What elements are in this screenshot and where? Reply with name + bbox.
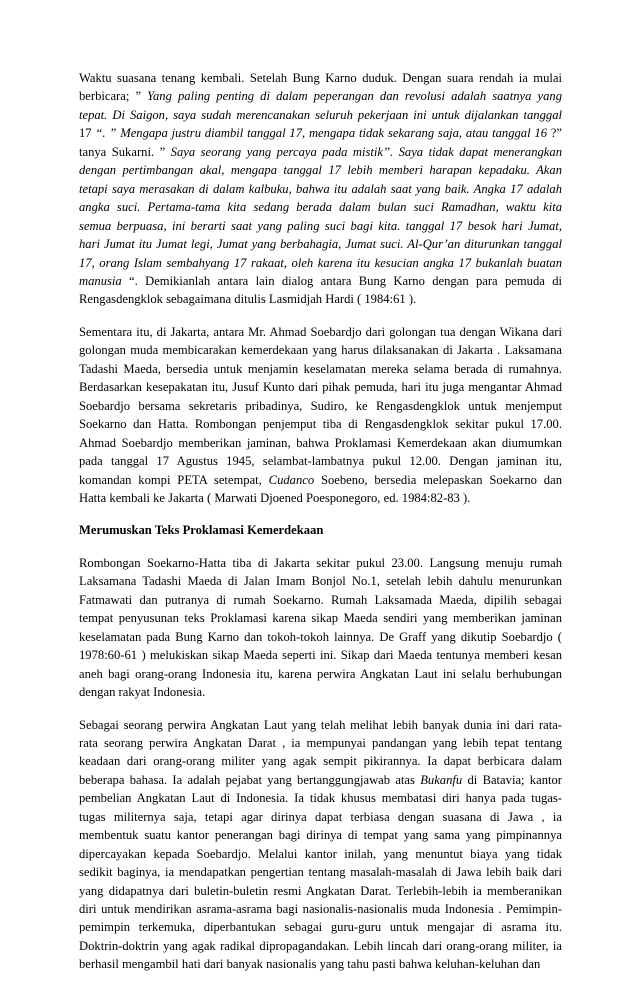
text-line bbox=[79, 360, 562, 378]
text-line bbox=[79, 628, 562, 646]
text-line bbox=[79, 572, 562, 590]
text-line bbox=[79, 918, 562, 936]
text-line bbox=[79, 591, 562, 609]
text-line bbox=[79, 554, 562, 572]
italic-text: semua berpuasa, ini berarti saat yang paling suci bagi kita. tanggal 17 besok hari Jumat, bbox=[79, 218, 562, 233]
text-run: Sementara itu, di Jakarta, antara Mr. Ahmad Soebardjo dari golongan tua dengan Wikana dari bbox=[79, 324, 562, 339]
text-run: Soebeno, bersedia melepaskan Soekarno dan bbox=[314, 472, 562, 487]
text-run: pembelian Angkatan Laut di Indonesia. Ia tidak khusus membatasi diri hanya pada tugas- bbox=[79, 791, 562, 806]
italic-text: “. ” Mengapa justru diambil tanggal 17, mengapa tidak sekarang saja, atau tanggal 16 bbox=[95, 126, 551, 141]
text-line bbox=[79, 161, 562, 179]
text-run: Waktu suasana tenang kembali. Setelah Bung Karno duduk. Dengan suara rendah ia mulai bbox=[79, 71, 562, 85]
italic-text: manusia bbox=[79, 273, 122, 288]
text-run: “. Demikianlah antara lain dialog antara Bung Karno dengan para pemuda di bbox=[121, 273, 562, 288]
italic-text: Saya seorang yang percaya pada mistik’’. Saya tidak dapat menerangkan bbox=[170, 144, 562, 159]
paragraph bbox=[79, 554, 562, 702]
text-run: komandan kompi PETA setempat, bbox=[79, 472, 269, 487]
text-line bbox=[79, 341, 562, 359]
text-run: rata seorang perwira Angkatan Darat , ia mempunyai pandangan yang lebih tepat tentang bbox=[79, 735, 562, 750]
text-run: yang didapatnya dari buletin-buletin resmi Angkatan Darat. Terlebih-lebih ia memberanikan bbox=[79, 883, 562, 898]
text-line bbox=[79, 471, 562, 489]
text-line bbox=[79, 845, 562, 863]
italic-text: Yang paling penting di dalam peperangan dan revolusi adalah saatnya yang bbox=[147, 89, 562, 104]
text-line bbox=[79, 217, 562, 235]
text-run: ?” bbox=[550, 126, 562, 141]
text-line bbox=[79, 415, 562, 433]
section-intro bbox=[79, 69, 562, 507]
text-run: berbicara; ” bbox=[79, 89, 148, 104]
text-run: golongan muda membicarakan kemerdekaan yang harus dilaksanakan di Jakarta . Laksamana bbox=[79, 343, 562, 358]
text-run: Rombongan Soekarno-Hatta tiba di Jakarta sekitar pukul 23.00. Langsung menuju rumah bbox=[79, 555, 562, 570]
text-run: di Batavia; kantor bbox=[462, 772, 562, 787]
text-run: tempat penyusunan teks Proklamasi karena sikap Maeda sendiri yang memberikan jaminan bbox=[79, 611, 562, 626]
text-line bbox=[79, 180, 562, 198]
paragraph bbox=[79, 69, 562, 309]
italic-text: dengan pertimbangan akal, mengapa tanggal 17 lebih memberi harapan kepadaku. Akan bbox=[79, 163, 562, 178]
text-run: beberapa bahasa. Ia adalah pejabat yang bertanggungjawab atas bbox=[79, 772, 421, 787]
text-line bbox=[79, 434, 562, 452]
italic-text: tepat. Di Saigon, saya sudah merencanakan seluruh pekerjaan ini untuk dijalankan tanggal bbox=[79, 107, 562, 122]
text-line bbox=[79, 397, 562, 415]
text-run: aneh bagi orang-orang Indonesia itu, karena perwira Angkatan Laut ini selalu berhubungan bbox=[79, 666, 562, 681]
text-line bbox=[79, 752, 562, 770]
section-proklamasi bbox=[79, 554, 562, 974]
italic-text: hari Jumat itu Jumat legi, Jumat yang berbahagia, Jumat suci. Al-Qur’an diturunkan tanggal bbox=[79, 237, 562, 252]
text-line bbox=[79, 69, 562, 87]
text-run: tanya Sukarni. ” bbox=[79, 144, 171, 159]
text-line bbox=[79, 235, 562, 253]
text-run: membentuk suatu kantor penerangan bagi dirinya di tempat yang sama yang pimpinannya bbox=[79, 828, 562, 843]
text-line bbox=[79, 646, 562, 664]
text-run: Rengasdengklok sebagaimana ditulis Lasmidjah Hardi ( 1984:61 ). bbox=[79, 292, 417, 307]
text-run: diri untuk mendirikan asrama-asrama bagi nasionalis-nasionalis muda Indonesia . Pemimpin- bbox=[79, 902, 562, 917]
italic-text: Bukanfu bbox=[420, 772, 463, 787]
text-run: Doktrin-doktrin yang agak radikal dipropagandakan. Lebih lincah dari orang-orang militer, ia bbox=[79, 938, 562, 953]
text-run: Soekarno dan Hatta. Rombongan penjemput tiba di Rengasdengklok sekitar pukul 17.00. bbox=[79, 417, 562, 432]
text-run: pada tanggal 17 Agustus 1945, selambat-lambatnya pukul 12.00. Dengan jaminan itu, bbox=[79, 454, 562, 469]
text-line bbox=[79, 789, 562, 807]
text-line bbox=[79, 734, 562, 752]
text-line bbox=[79, 665, 562, 683]
text-line bbox=[79, 882, 562, 900]
text-run: Berdasarkan kesepakatan itu, Jusuf Kunto dari pihak pemuda, hari itu juga mengantar Ahmad bbox=[79, 380, 562, 395]
text-run: Tadashi Maeda, bersedia untuk menjamin keselamatan mereka selama berada di rumahnya. bbox=[79, 361, 562, 376]
italic-text: 17, orang Islam sembahyang 17 rakaat, oleh karena itu kesucian angka 17 bukanlah buatan bbox=[79, 255, 562, 270]
text-line bbox=[79, 143, 562, 161]
text-line bbox=[79, 290, 562, 308]
text-line bbox=[79, 452, 562, 470]
text-run: Laksamana Tadashi Maeda di Jalan Imam Bonjol No.1, setelah lebih dahulu menurunkan bbox=[79, 574, 562, 589]
text-run: Fatmawati dan putranya di rumah Soekarno. Rumah Laksamada Maeda, dipilih sebagai bbox=[79, 592, 562, 607]
text-line bbox=[79, 124, 562, 142]
paragraph bbox=[79, 716, 562, 974]
text-line bbox=[79, 609, 562, 627]
text-run: Sebagai seorang perwira Angkatan Laut yang telah melihat lebih banyak dunia ini dari rata- bbox=[79, 717, 562, 732]
text-run: Hatta kembali ke Jakarta ( Marwati Djoened Poesponegoro, ed. 1984:82-83 ). bbox=[79, 490, 471, 505]
text-line bbox=[79, 272, 562, 290]
text-line bbox=[79, 683, 562, 701]
text-run: pemimpin terkemuka, diperbantukan sebagai guru-guru untuk mengajar di asrama itu. bbox=[79, 920, 562, 935]
text-run: Soebardjo bersama sekretaris pribadinya, Sudiro, ke Rengasdengklok untuk menjemput bbox=[79, 398, 562, 413]
text-run: 1978:60-61 ) melukiskan sikap Maeda seperti ini. Sikap dari Maeda tentunya memberi kesan bbox=[79, 648, 562, 663]
text-line bbox=[79, 87, 562, 105]
text-line bbox=[79, 716, 562, 734]
text-run: tugas militernya saja, tetapi agar dirinya dapat terbiasa dengan suasana di Jawa , ia bbox=[79, 809, 562, 824]
text-line bbox=[79, 254, 562, 272]
text-line bbox=[79, 771, 562, 789]
text-run: keadaan dari orang-orang militer yang agak sempit pikirannya. Ia dapat berbicara dalam bbox=[79, 754, 562, 769]
text-run: 17 bbox=[79, 126, 96, 141]
text-run: dengan rakyat Indonesia. bbox=[79, 685, 206, 700]
text-line bbox=[79, 323, 562, 341]
text-run: berhasil mengambil hati dari banyak nasionalis yang tahu pasti bahwa keluhan-keluhan dan bbox=[79, 957, 541, 972]
italic-text: Cudanco bbox=[268, 472, 315, 487]
text-run: sedikit baginya, ia mendapatkan pengertian tentang masalah-masalah di Jawa lebih baik dari bbox=[79, 865, 562, 880]
document-page bbox=[79, 69, 562, 988]
text-line bbox=[79, 808, 562, 826]
text-line bbox=[79, 937, 562, 955]
text-run: keselamatan pada Bung Karno dan tokoh-tokoh lainnya. De Graff yang dikutip Soebardjo ( bbox=[79, 629, 562, 644]
text-line bbox=[79, 955, 562, 973]
text-line bbox=[79, 378, 562, 396]
text-run: dipercayakan kepada Soebardjo. Melalui kantor inilah, yang menuntut biaya yang tidak bbox=[79, 846, 562, 861]
paragraph bbox=[79, 323, 562, 508]
text-line bbox=[79, 826, 562, 844]
text-line bbox=[79, 106, 562, 124]
text-line bbox=[79, 863, 562, 881]
italic-text: angka suci. Pertama-tama kita sedang berada dalam bulan suci Ramadhan, waktu kita bbox=[79, 200, 562, 215]
text-line bbox=[79, 489, 562, 507]
text-run: Ahmad Soebardjo memberikan jaminan, bahwa Proklamasi Kemerdekaan akan diumumkan bbox=[79, 435, 562, 450]
text-line bbox=[79, 198, 562, 216]
italic-text: tetapi saya merasakan di dalam kalbuku, bahwa itu adalah saat yang baik. Angka 17 adalah bbox=[79, 181, 562, 196]
text-line bbox=[79, 900, 562, 918]
section-heading: Merumuskan Teks Proklamasi Kemerdekaan bbox=[79, 523, 324, 538]
